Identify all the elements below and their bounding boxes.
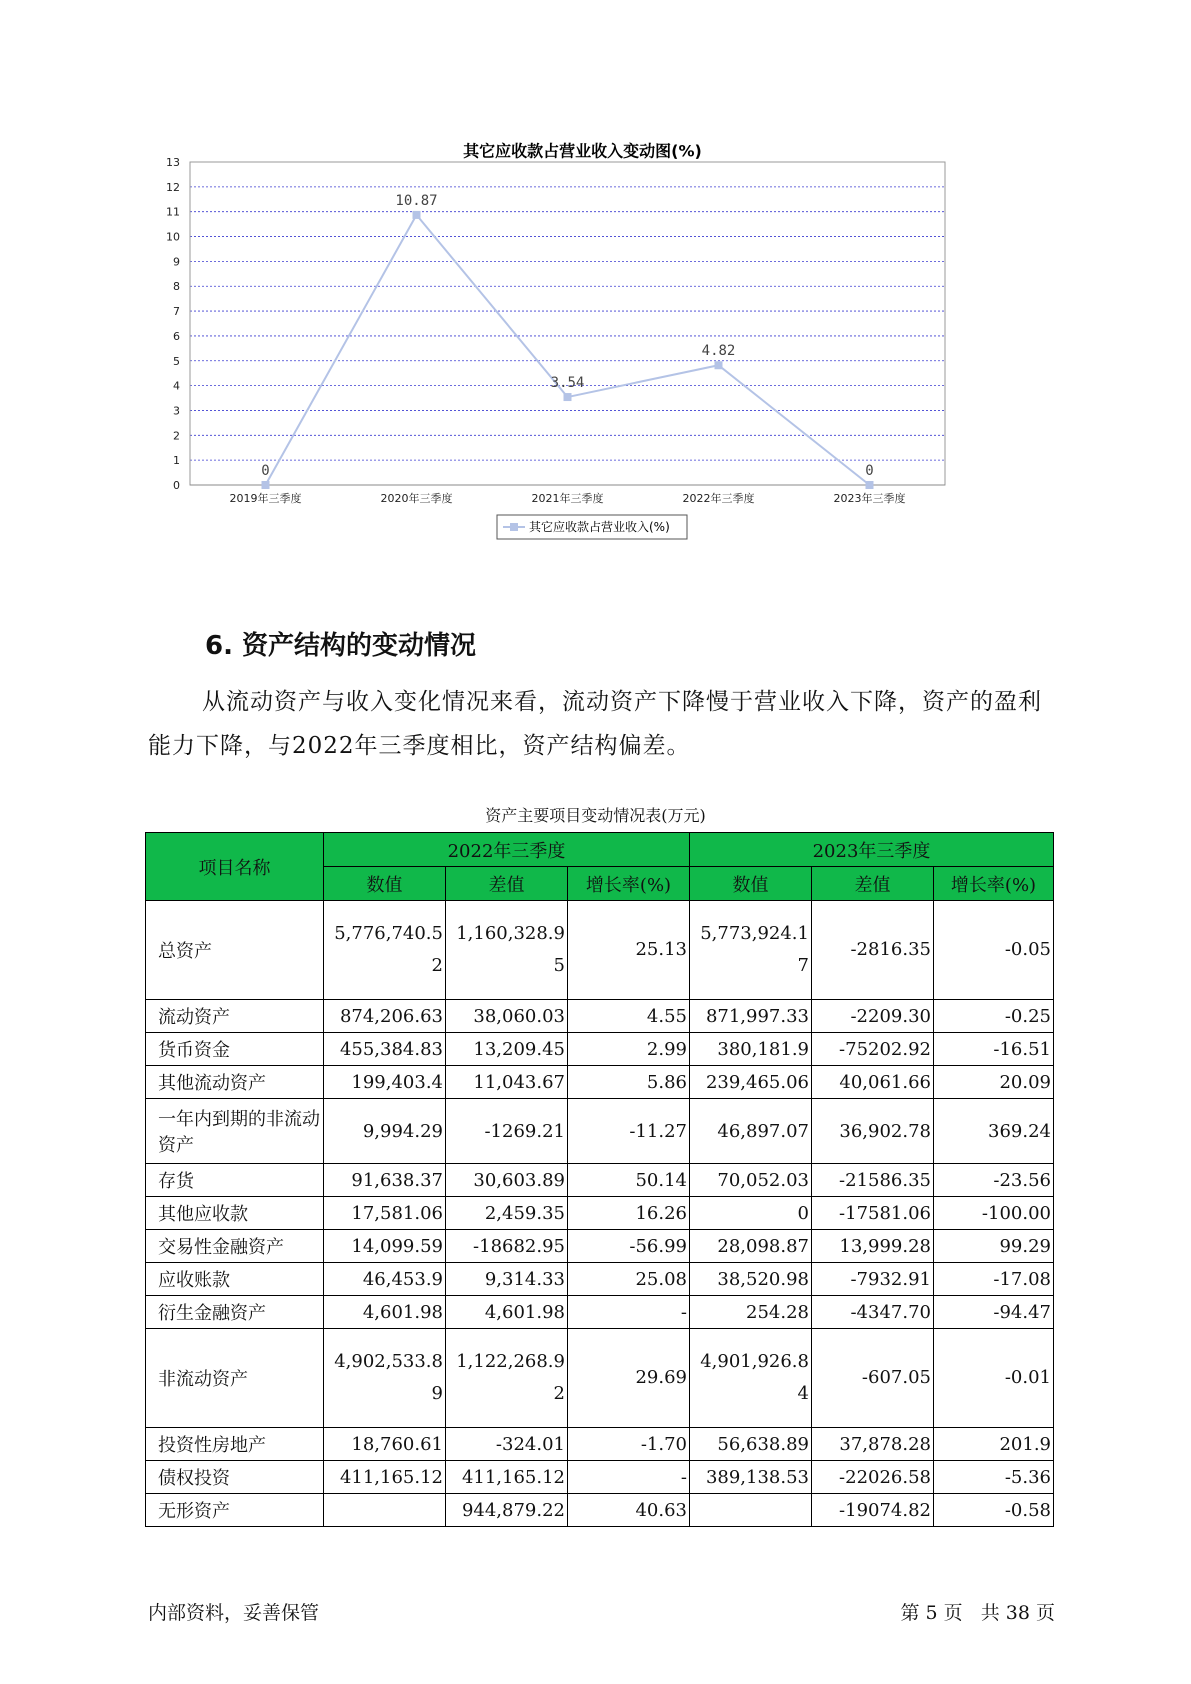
row-value-cell: -2209.30: [812, 1000, 934, 1033]
row-name-cell: 其他流动资产: [146, 1066, 324, 1099]
header-diff: 差值: [812, 867, 934, 901]
cell-text: 1,160,328.95: [456, 923, 565, 976]
table-row: [146, 1494, 1054, 1527]
row-value-cell: -94.47: [934, 1296, 1054, 1329]
row-value-cell: 13,999.28: [812, 1230, 934, 1263]
table-row: [146, 1428, 1054, 1461]
row-name-cell: 交易性金融资产: [146, 1230, 324, 1263]
row-name-cell: 非流动资产: [146, 1329, 324, 1428]
y-tick-label: 11: [166, 205, 180, 219]
row-value-cell: 28,098.87: [690, 1230, 812, 1263]
row-value-cell: 239,465.06: [690, 1066, 812, 1099]
footer-confidential: 内部资料，妥善保管: [148, 1602, 320, 1624]
row-value-cell: -0.58: [934, 1494, 1054, 1527]
table-row: [146, 1000, 1054, 1033]
row-value-cell: 5.86: [568, 1066, 690, 1099]
row-value-cell: 4,601.98: [446, 1296, 568, 1329]
header-growth: 增长率(%): [934, 867, 1054, 901]
table-row: [146, 1033, 1054, 1066]
row-value-cell: 37,878.28: [812, 1428, 934, 1461]
row-value-cell: -17.08: [934, 1263, 1054, 1296]
row-name-cell: 货币资金: [146, 1033, 324, 1066]
row-value-cell: 40.63: [568, 1494, 690, 1527]
data-label: 0: [865, 463, 874, 479]
row-value-cell: [934, 1329, 1054, 1428]
y-tick-label: 9: [173, 255, 180, 269]
row-value-cell: 411,165.12: [446, 1461, 568, 1494]
row-name-cell: 存货: [146, 1164, 324, 1197]
cell-text: 25.13: [635, 939, 687, 960]
row-value-cell: -16.51: [934, 1033, 1054, 1066]
row-value-cell: [690, 1494, 812, 1527]
table-body: [146, 901, 1054, 1527]
row-value-cell: -18682.95: [446, 1230, 568, 1263]
row-name-cell: 无形资产: [146, 1494, 324, 1527]
data-point: [564, 393, 572, 401]
header-diff: 差值: [446, 867, 568, 901]
header-period-2022: 2022年三季度: [324, 833, 690, 867]
row-value-cell: 70,052.03: [690, 1164, 812, 1197]
header-item-name: 项目名称: [146, 833, 324, 901]
row-value-cell: 9,994.29: [324, 1099, 446, 1164]
row-value-cell: -: [568, 1296, 690, 1329]
section-heading: 6. 资产结构的变动情况: [205, 631, 477, 661]
row-value-cell: -100.00: [934, 1197, 1054, 1230]
cell-text: 29.69: [635, 1367, 687, 1388]
row-value-cell: 199,403.4: [324, 1066, 446, 1099]
row-value-cell: 13,209.45: [446, 1033, 568, 1066]
row-value-cell: 20.09: [934, 1066, 1054, 1099]
y-tick-label: 1: [173, 454, 180, 468]
x-tick-label: 2019年三季度: [229, 492, 302, 505]
table-caption: 资产主要项目变动情况表(万元): [485, 806, 706, 825]
row-value-cell: -1.70: [568, 1428, 690, 1461]
row-value-cell: -324.01: [446, 1428, 568, 1461]
data-point: [866, 481, 874, 489]
row-value-cell: 99.29: [934, 1230, 1054, 1263]
header-growth: 增长率(%): [568, 867, 690, 901]
section-paragraph: 从流动资产与收入变化情况来看，流动资产下降慢于营业收入下降，资产的盈利能力下降，与2022年三季度相比，资产结构偏差。: [148, 689, 1042, 759]
row-name-cell: 流动资产: [146, 1000, 324, 1033]
row-value-cell: 16.26: [568, 1197, 690, 1230]
row-value-cell: [934, 901, 1054, 1000]
table-row: [146, 1197, 1054, 1230]
row-value-cell: 18,760.61: [324, 1428, 446, 1461]
x-tick-label: 2020年三季度: [380, 492, 453, 505]
row-value-cell: 411,165.12: [324, 1461, 446, 1494]
row-value-cell: 36,902.78: [812, 1099, 934, 1164]
row-value-cell: -7932.91: [812, 1263, 934, 1296]
table-row: [146, 901, 1054, 1000]
y-tick-label: 6: [173, 329, 180, 343]
y-tick-label: 2: [173, 429, 180, 443]
row-value-cell: 14,099.59: [324, 1230, 446, 1263]
row-value-cell: [446, 1329, 568, 1428]
row-value-cell: [812, 1329, 934, 1428]
x-tick-label: 2022年三季度: [682, 492, 755, 505]
row-value-cell: 380,181.9: [690, 1033, 812, 1066]
row-name-cell: 投资性房地产: [146, 1428, 324, 1461]
cell-text: -0.05: [1004, 939, 1051, 960]
x-tick-label: 2021年三季度: [531, 492, 604, 505]
y-tick-label: 5: [173, 354, 180, 368]
row-value-cell: -5.36: [934, 1461, 1054, 1494]
row-name-cell: 应收账款: [146, 1263, 324, 1296]
row-value-cell: [568, 901, 690, 1000]
cell-text: 5,773,924.17: [700, 923, 809, 976]
row-value-cell: 25.08: [568, 1263, 690, 1296]
cell-text: -607.05: [861, 1367, 931, 1388]
legend-label: 其它应收款占营业收入(%): [529, 520, 670, 534]
row-value-cell: 369.24: [934, 1099, 1054, 1164]
row-value-cell: 201.9: [934, 1428, 1054, 1461]
row-value-cell: 11,043.67: [446, 1066, 568, 1099]
row-value-cell: -1269.21: [446, 1099, 568, 1164]
table-header-row: [146, 833, 1054, 867]
row-value-cell: -23.56: [934, 1164, 1054, 1197]
data-label: 4.82: [701, 343, 736, 360]
row-value-cell: 254.28: [690, 1296, 812, 1329]
row-name-cell: 债权投资: [146, 1461, 324, 1494]
cell-text: 5,776,740.52: [334, 923, 443, 976]
row-value-cell: 944,879.22: [446, 1494, 568, 1527]
data-point: [715, 361, 723, 369]
row-value-cell: [690, 901, 812, 1000]
table-row: [146, 1329, 1054, 1428]
row-value-cell: 874,206.63: [324, 1000, 446, 1033]
row-name-cell: 衍生金融资产: [146, 1296, 324, 1329]
row-value-cell: 17,581.06: [324, 1197, 446, 1230]
cell-text: 4,901,926.84: [700, 1351, 809, 1404]
row-value-cell: [690, 1329, 812, 1428]
row-value-cell: 30,603.89: [446, 1164, 568, 1197]
row-value-cell: -22026.58: [812, 1461, 934, 1494]
row-value-cell: 2.99: [568, 1033, 690, 1066]
row-value-cell: 46,897.07: [690, 1099, 812, 1164]
y-tick-label: 3: [173, 404, 180, 418]
legend-marker: [510, 523, 518, 531]
row-value-cell: 455,384.83: [324, 1033, 446, 1066]
y-tick-label: 7: [173, 305, 180, 319]
line-chart: [150, 140, 1030, 590]
y-tick-label: 8: [173, 280, 180, 294]
cell-text: -0.01: [1004, 1367, 1051, 1388]
row-value-cell: 46,453.9: [324, 1263, 446, 1296]
row-value-cell: -11.27: [568, 1099, 690, 1164]
row-name-cell: 其他应收款: [146, 1197, 324, 1230]
row-value-cell: 4,601.98: [324, 1296, 446, 1329]
row-value-cell: -4347.70: [812, 1296, 934, 1329]
row-value-cell: 38,060.03: [446, 1000, 568, 1033]
chart-svg: [150, 140, 1030, 590]
row-value-cell: [324, 1494, 446, 1527]
row-value-cell: 0: [690, 1197, 812, 1230]
data-label: 3.54: [550, 375, 585, 392]
row-value-cell: 871,997.33: [690, 1000, 812, 1033]
row-value-cell: [446, 901, 568, 1000]
data-point: [413, 211, 421, 219]
row-value-cell: 389,138.53: [690, 1461, 812, 1494]
row-value-cell: 40,061.66: [812, 1066, 934, 1099]
row-value-cell: 2,459.35: [446, 1197, 568, 1230]
row-value-cell: -0.25: [934, 1000, 1054, 1033]
row-value-cell: 56,638.89: [690, 1428, 812, 1461]
row-value-cell: [324, 1329, 446, 1428]
table-row: [146, 1263, 1054, 1296]
plot-area: [190, 162, 945, 485]
row-name-cell: 一年内到期的非流动资产: [146, 1099, 324, 1164]
data-label: 10.87: [395, 192, 438, 209]
header-value: 数值: [324, 867, 446, 901]
cell-text: 1,122,268.92: [456, 1351, 565, 1404]
row-name-cell: 总资产: [146, 901, 324, 1000]
y-tick-label: 4: [173, 379, 180, 393]
row-value-cell: [812, 901, 934, 1000]
row-value-cell: -19074.82: [812, 1494, 934, 1527]
table-row: [146, 1461, 1054, 1494]
data-label: 0: [261, 463, 270, 479]
row-value-cell: -21586.35: [812, 1164, 934, 1197]
asset-table: [145, 832, 1054, 1527]
row-value-cell: -17581.06: [812, 1197, 934, 1230]
table-row: [146, 1066, 1054, 1099]
row-value-cell: 38,520.98: [690, 1263, 812, 1296]
table-row: [146, 1164, 1054, 1197]
table-row: [146, 1099, 1054, 1164]
header-period-2023: 2023年三季度: [690, 833, 1054, 867]
series-line: [266, 215, 870, 485]
table-row: [146, 1230, 1054, 1263]
row-value-cell: -: [568, 1461, 690, 1494]
data-point: [262, 481, 270, 489]
row-value-cell: -75202.92: [812, 1033, 934, 1066]
x-tick-label: 2023年三季度: [833, 492, 906, 505]
y-tick-label: 10: [166, 230, 180, 244]
header-value: 数值: [690, 867, 812, 901]
row-value-cell: 4.55: [568, 1000, 690, 1033]
chart-title: 其它应收款占营业收入变动图(%): [463, 141, 702, 161]
cell-text: -2816.35: [850, 939, 931, 960]
row-value-cell: [324, 901, 446, 1000]
y-tick-label: 12: [166, 180, 180, 194]
row-value-cell: [568, 1329, 690, 1428]
y-tick-label: 13: [166, 156, 180, 169]
row-value-cell: 50.14: [568, 1164, 690, 1197]
y-tick-label: 0: [173, 479, 180, 492]
table-row: [146, 1296, 1054, 1329]
footer-page-number: 第 5 页 共 38 页: [900, 1602, 1055, 1624]
row-value-cell: 9,314.33: [446, 1263, 568, 1296]
row-value-cell: -56.99: [568, 1230, 690, 1263]
row-value-cell: 91,638.37: [324, 1164, 446, 1197]
cell-text: 4,902,533.89: [334, 1351, 443, 1404]
